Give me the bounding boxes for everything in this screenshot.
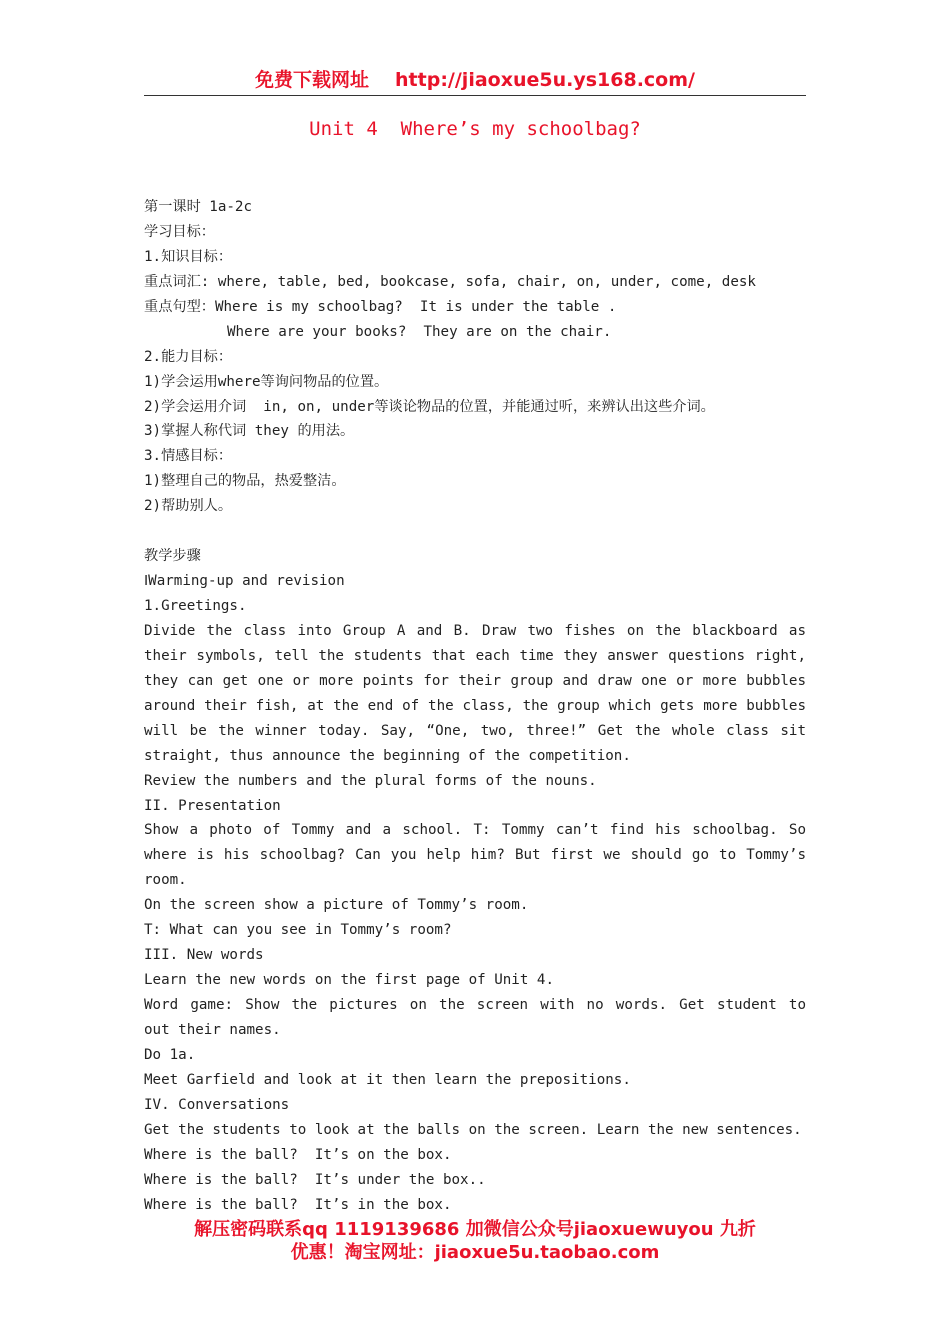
body-line: 重点句型：Where is my schoolbag? It is under the table .: [144, 298, 617, 315]
body-line: Get the students to look at the balls on the screen. Learn the new sentences.: [144, 1121, 802, 1138]
body-line: Learn the new words on the first page of Unit 4.: [144, 972, 554, 989]
body-line: will be the winner today. Say, “One, two, three!” Get the whole class sit: [144, 722, 806, 739]
body-line: Where are your books? They are on the chair.: [227, 323, 612, 340]
blank-line: [144, 519, 806, 544]
body-line: Where is the ball? It’s in the box.: [144, 1196, 452, 1213]
body-line: Do 1a.: [144, 1046, 196, 1063]
footer-contact-line: 解压密码联系qq 1119139686 加微信公众号jiaoxuewuyou 九折: [194, 1219, 756, 1240]
body-line: III. New words: [144, 947, 264, 964]
body-line: 学习目标：: [144, 223, 215, 240]
body-line: 1.Greetings.: [144, 598, 247, 614]
body-line: Word game: Show the pictures on the screen with no words. Get student to: [144, 997, 806, 1013]
body-line: 1)整理自己的物品，热爱整洁。: [144, 473, 346, 490]
body-line: straight, thus announce the beginning of the competition.: [144, 747, 631, 764]
section-heading: 教学步骤: [144, 548, 201, 565]
footer-shop-line: 优惠！淘宝网址：jiaoxue5u.taobao.com: [290, 1242, 660, 1263]
page-header: [144, 66, 806, 96]
lesson-title: Unit 4 Where’s my schoolbag?: [309, 118, 641, 140]
body-line: 2)学会运用介词 in, on, under等谈论物品的位置，并能通过听，来辨认出这些介词。: [144, 398, 715, 415]
body-line: Meet Garfield and look at it then learn the prepositions.: [144, 1071, 631, 1088]
body-line: Where is the ball? It’s on the box.: [144, 1146, 452, 1163]
body-line: 2)帮助别人。: [144, 498, 233, 515]
body-line: 第一课时 1a-2c: [144, 199, 252, 215]
lesson-body: [144, 195, 806, 1217]
body-line: around their fish, at the end of the class, the group which gets more bubbles: [144, 697, 806, 714]
body-line: On the screen show a picture of Tommy’s room.: [144, 897, 529, 914]
body-line: T: What can you see in Tommy’s room?: [144, 922, 452, 939]
body-line: they can get one or more points for their group and draw one or more bubbles: [144, 672, 806, 689]
body-line: 3)掌握人称代词 they 的用法。: [144, 423, 355, 440]
body-line: IV. Conversations: [144, 1096, 290, 1113]
body-line: ⅠWarming-up and revision: [144, 573, 345, 590]
page-footer: [0, 1218, 950, 1265]
body-line: 3.情感目标：: [144, 448, 233, 465]
body-line: 1)学会运用where等询问物品的位置。: [144, 373, 389, 390]
body-line: Divide the class into Group A and B. Draw two fishes on the blackboard as: [144, 622, 806, 639]
body-line: Where is the ball? It’s under the box..: [144, 1171, 486, 1188]
body-line: where is his schoolbag? Can you help him? But first we should go to Tommy’s: [144, 847, 806, 864]
body-line: II. Presentation: [144, 797, 281, 814]
body-line: out their names.: [144, 1021, 281, 1038]
body-line: Review the numbers and the plural forms of the nouns.: [144, 772, 597, 789]
body-line: Show a photo of Tommy and a school. T: Tommy can’t find his schoolbag. So: [144, 822, 806, 839]
body-line: 2.能力目标：: [144, 348, 233, 365]
body-line: their symbols, tell the students that each time they answer questions right,: [144, 647, 806, 664]
body-line: room.: [144, 872, 187, 889]
header-url-link[interactable]: http://jiaoxue5u.ys168.com/: [395, 69, 695, 91]
body-line: 1.知识目标：: [144, 248, 233, 265]
header-label: 免费下载网址: [255, 69, 370, 91]
body-line: 重点词汇: where, table, bed, bookcase, sofa, chair, on, under, come, desk: [144, 273, 756, 290]
